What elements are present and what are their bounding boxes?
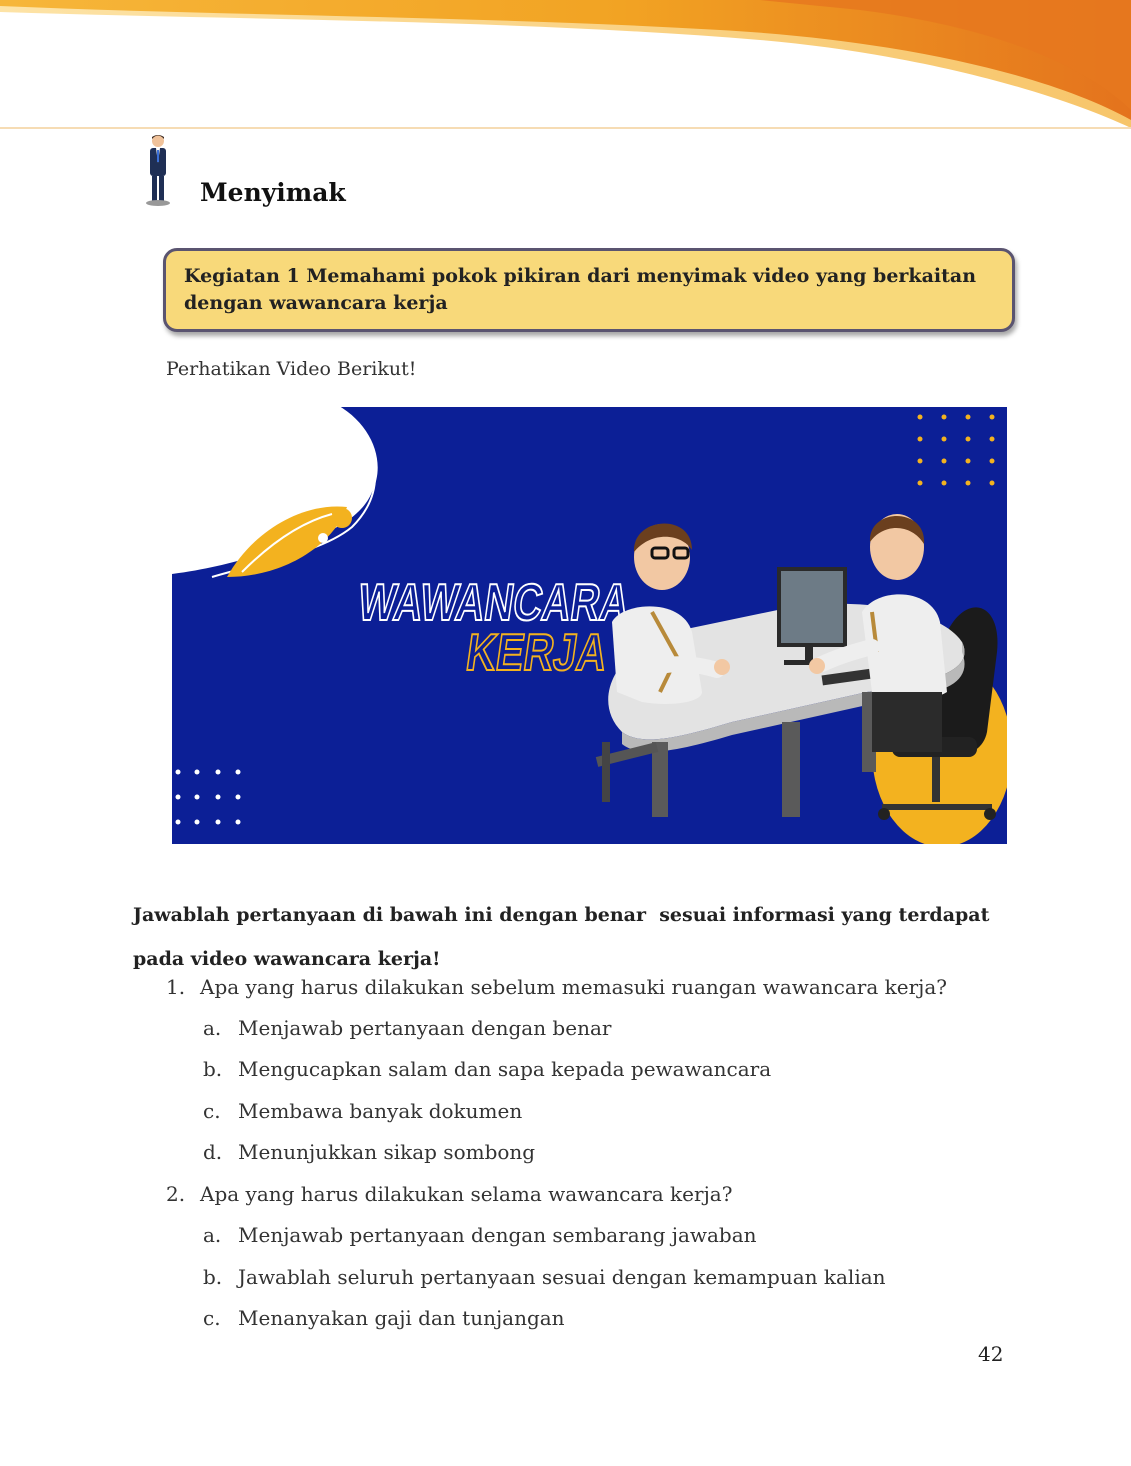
- answer-option: [203, 1099, 522, 1123]
- option-letter: c.: [203, 1306, 221, 1330]
- section-title: Menyimak: [200, 178, 346, 207]
- question-text: Apa yang harus dilakukan sebelum memasuki ruangan wawancara kerja?: [200, 975, 948, 999]
- option-text: Menjawab pertanyaan dengan benar: [238, 1016, 612, 1040]
- option-text: Mengucapkan salam dan sapa kepada pewawancara: [238, 1057, 772, 1081]
- option-text: Menjawab pertanyaan dengan sembarang jawaban: [238, 1223, 757, 1247]
- answer-option: [203, 1306, 565, 1330]
- option-text: Jawablah seluruh pertanyaan sesuai dengan kemampuan kalian: [238, 1265, 886, 1289]
- video-title-kerja: KERJA: [462, 624, 648, 682]
- option-text: Menanyakan gaji dan tunjangan: [238, 1306, 565, 1330]
- option-letter: a.: [203, 1016, 222, 1040]
- option-letter: b.: [203, 1265, 223, 1289]
- answer-option: [203, 1140, 535, 1164]
- question-number: 1.: [166, 975, 186, 999]
- answer-option: [203, 1265, 886, 1289]
- option-letter: c.: [203, 1099, 221, 1123]
- question-number: 2.: [166, 1182, 186, 1206]
- instruction-text: Perhatikan Video Berikut!: [166, 358, 417, 380]
- header-rule: [0, 127, 1131, 129]
- page-number: 42: [978, 1342, 1004, 1366]
- businessman-icon: [143, 133, 173, 207]
- option-letter: a.: [203, 1223, 222, 1247]
- activity-title-line2: dengan wawancara kerja: [184, 292, 448, 314]
- answer-option: [203, 1223, 757, 1247]
- questions-heading: [133, 893, 1013, 981]
- question-item: [166, 1182, 732, 1206]
- option-text: Menunjukkan sikap sombong: [238, 1140, 536, 1164]
- header-wave-decoration: [0, 0, 1131, 140]
- questions-heading-line2: pada video wawancara kerja!: [133, 948, 441, 970]
- option-letter: d.: [203, 1140, 223, 1164]
- video-title-wawancara: WAWANCARA: [354, 574, 716, 632]
- question-text: Apa yang harus dilakukan selama wawancara kerja?: [200, 1182, 733, 1206]
- questions-heading-line1: Jawablah pertanyaan di bawah ini dengan benar sesuai informasi yang terdapat: [133, 904, 990, 926]
- video-thumbnail[interactable]: [172, 402, 1007, 844]
- answer-option: [203, 1057, 771, 1081]
- option-text: Membawa banyak dokumen: [238, 1099, 523, 1123]
- activity-box: [163, 248, 1015, 332]
- question-item: [166, 975, 947, 999]
- activity-title-line1: Kegiatan 1 Memahami pokok pikiran dari menyimak video yang berkaitan: [184, 265, 977, 287]
- answer-option: [203, 1016, 611, 1040]
- option-letter: b.: [203, 1057, 223, 1081]
